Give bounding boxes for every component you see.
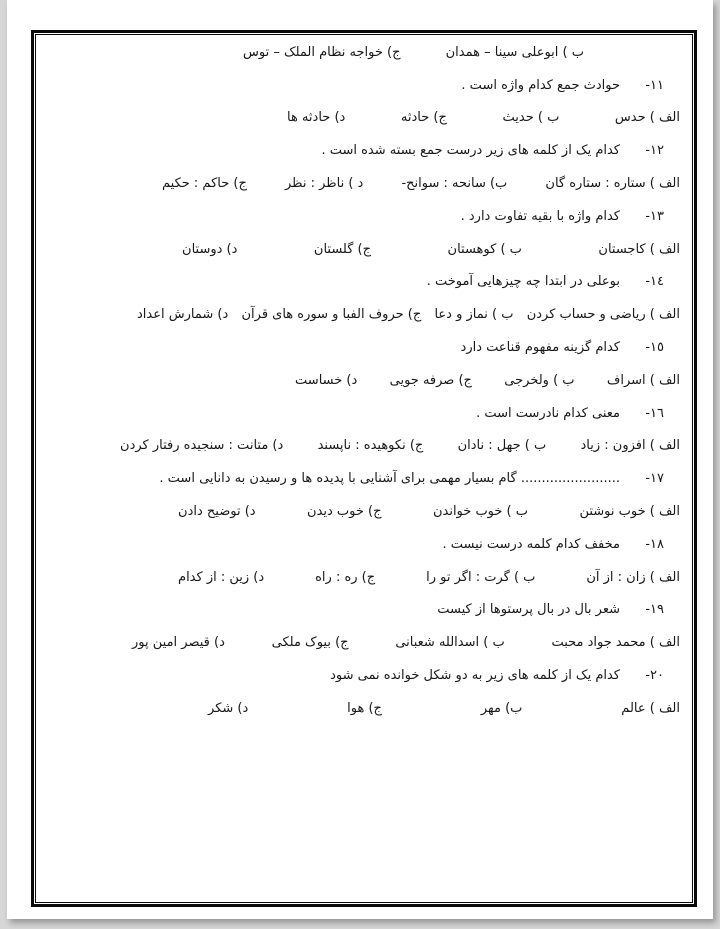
option-item: ب ) ابوعلی سینا – همدان (445, 44, 584, 60)
question-text: کدام گزینه مفهوم قناعت دارد (460, 340, 620, 356)
exam-content (37, 36, 691, 896)
option-item: د ) ناظر : نظر (285, 176, 364, 192)
option-item: الف ) افزون : زیاد (580, 438, 680, 454)
question-row (37, 397, 691, 430)
option-item: ج) نکوهیده : ناپسند (317, 438, 424, 454)
option-item: ج) هوا (347, 700, 382, 716)
option-item: ب ) اسدالله شعبانی (395, 635, 505, 651)
option-item: د) شکر (208, 700, 249, 716)
options-row (37, 298, 691, 331)
options-row (37, 102, 691, 135)
option-item: الف ) ریاضی و حساب کردن (526, 307, 680, 323)
options-row (37, 364, 691, 397)
document-page (7, 0, 713, 919)
option-item: ج) ره : راه (315, 569, 376, 585)
option-item: د) شمارش اعداد (137, 307, 229, 323)
option-item: د) دوستان (182, 241, 238, 257)
option-item: الف ) عالم (621, 700, 680, 716)
options-row (37, 692, 691, 725)
option-item: الف ) اسراف (606, 372, 680, 388)
option-item: ج) بیوک ملکی (271, 635, 349, 651)
question-text: حوادث جمع کدام واژه است . (461, 77, 620, 93)
options-row (37, 233, 691, 266)
option-item: ب ) حدیث (502, 110, 560, 126)
option-item: د) زین : از کدام (178, 569, 265, 585)
question-number: ۱٥- (645, 340, 664, 356)
question-text: مخفف کدام کلمه درست نیست . (442, 536, 620, 552)
question-text: کدام یک از کلمه های زیر به دو شکل خوانده نمی شود (330, 668, 620, 684)
option-item: ب) مهر (480, 700, 523, 716)
question-number: ۲۰- (645, 668, 664, 684)
question-text: معنی کدام نادرست است . (476, 405, 620, 421)
carryover-options-row (37, 36, 691, 69)
question-row (37, 69, 691, 102)
question-row (37, 659, 691, 692)
option-item: د) حادثه ها (287, 110, 346, 126)
option-item: الف ) ستاره : ستاره گان (545, 176, 680, 192)
question-number: ۱۲- (645, 143, 664, 159)
question-row (37, 462, 691, 495)
question-text: کدام واژه با بقیه تفاوت دارد . (460, 208, 620, 224)
options-row (37, 167, 691, 200)
options-row (37, 495, 691, 528)
option-item: ب) سانحه : سوانح- (401, 176, 508, 192)
question-row (37, 528, 691, 561)
question-text: ........................ گام بسیار مهمی برای آشنایی با پدیده ها و رسیدن به دانایی است . (159, 471, 620, 487)
question-row (37, 134, 691, 167)
option-item: ج) حادثه (400, 110, 447, 126)
question-number: ۱۳- (645, 208, 664, 224)
questions-list (37, 69, 691, 725)
option-item: ج) صرفه جویی (389, 372, 472, 388)
question-number: ۱۹- (645, 602, 664, 618)
option-item: الف ) حدس (614, 110, 680, 126)
option-item: الف ) محمد جواد محبت (551, 635, 680, 651)
option-item: ب ) گرت : اگر تو را (426, 569, 536, 585)
option-item: ب ) کوهستان (447, 241, 522, 257)
option-item: ج) خواجه نظام الملک – توس (243, 44, 401, 60)
option-item: ج) خوب دیدن (307, 504, 382, 520)
question-text: بوعلی در ابتدا چه چیزهایی آموخت . (426, 274, 620, 290)
option-item: د) خساست (295, 372, 358, 388)
option-item: ج) حاکم : حکیم (162, 176, 247, 192)
option-item: الف ) زان : از آن (586, 569, 680, 585)
question-number: ۱٦- (645, 405, 664, 421)
question-row (37, 200, 691, 233)
option-item: ب ) ولخرجی (504, 372, 575, 388)
question-number: ۱۸- (645, 536, 664, 552)
option-item: ج) حروف الفبا و سوره های قرآن (241, 307, 422, 323)
question-text: شعر بال در بال پرستوها از کیست (437, 602, 620, 618)
option-item: ج) گلستان (313, 241, 372, 257)
option-item: ب ) خوب خواندن (432, 504, 529, 520)
question-number: ۱۱- (645, 77, 664, 93)
question-number: ۱۷- (645, 471, 664, 487)
option-item: الف ) خوب نوشتن (579, 504, 680, 520)
question-row (37, 594, 691, 627)
option-item: د) قیصر امین پور (132, 635, 225, 651)
options-row (37, 626, 691, 659)
option-item: ب ) جهل : نادان (457, 438, 547, 454)
question-row (37, 331, 691, 364)
options-row (37, 430, 691, 463)
option-item: الف ) کاجستان (598, 241, 680, 257)
option-item: د) متانت : سنجیده رفتار کردن (120, 438, 284, 454)
option-item: ب ) نماز و دعا (434, 307, 514, 323)
options-row (37, 561, 691, 594)
option-item: د) توضیح دادن (178, 504, 256, 520)
question-text: کدام یک از کلمه های زیر درست جمع بسته شده است . (321, 143, 620, 159)
question-row (37, 266, 691, 299)
question-number: ۱٤- (645, 274, 664, 290)
